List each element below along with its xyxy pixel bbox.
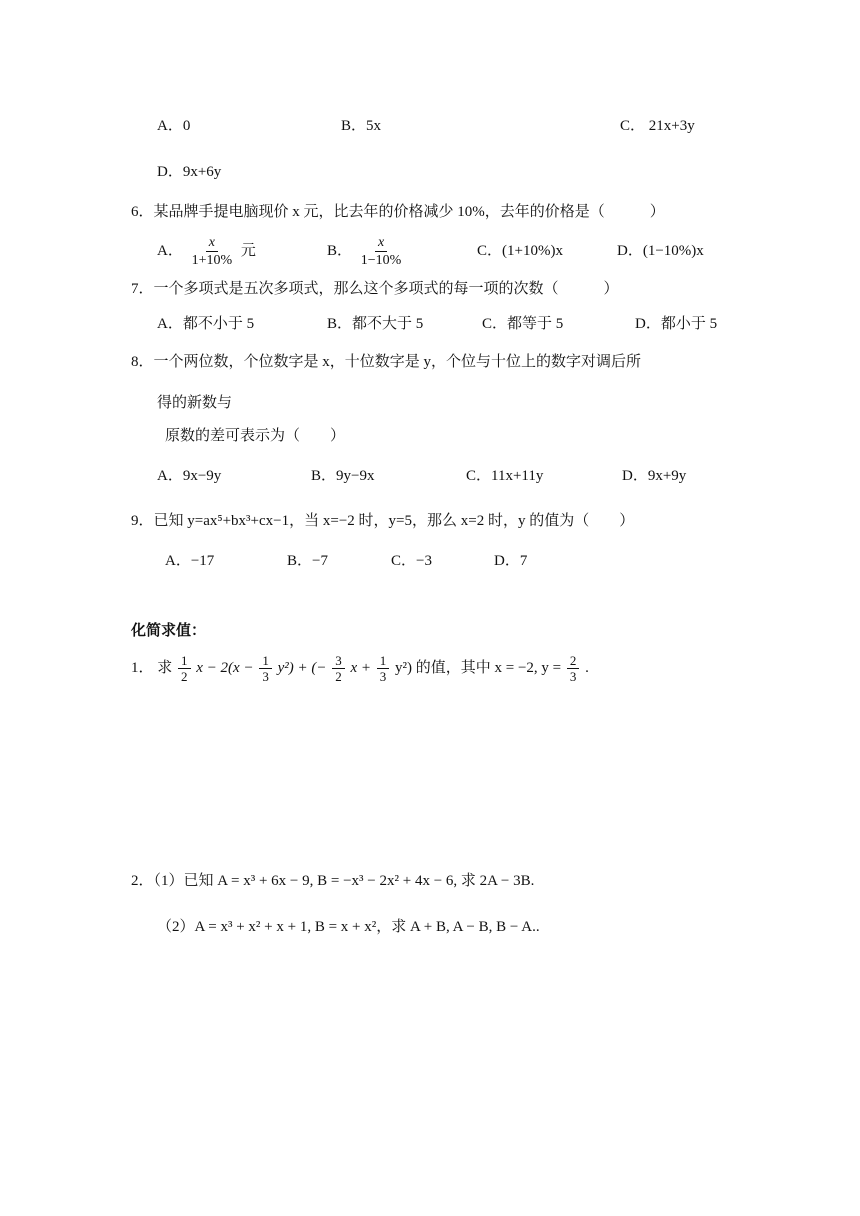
fraction-denominator: 3 — [569, 669, 577, 685]
expression-end: . — [585, 660, 589, 676]
expression-part: x + — [350, 660, 372, 676]
fraction-denominator: 1+10% — [191, 253, 233, 269]
q6-option-d: D．(1−10%)x — [617, 243, 704, 259]
q9-option-a: A．−17 — [165, 553, 215, 569]
fraction — [259, 653, 272, 684]
q6-option-a-fraction — [189, 234, 236, 269]
problem-number: 1． — [131, 660, 154, 676]
fraction — [332, 653, 345, 684]
simplify-problem-2-part-1: 2．（1）已知 A = x³ + 6x − 9, B = −x³ − 2x² + 4x − 6, 求 2A − 3B. — [131, 873, 535, 889]
fraction — [567, 653, 580, 684]
fraction-denominator: 3 — [262, 669, 269, 685]
q8-option-d: D．9x+9y — [622, 468, 687, 484]
fraction-numerator: 1 — [178, 653, 191, 669]
q6-stem: 6．某品牌手提电脑现价 x 元，比去年的价格减少 10%，去年的价格是（ ） — [131, 204, 665, 220]
q7-option-a: A．都不小于 5 — [157, 316, 255, 332]
simplify-problem-1 — [131, 648, 589, 688]
q5-option-c: C． 21x+3y — [620, 118, 695, 134]
q6-option-b-label: B． — [327, 243, 353, 259]
expression-part: y²) 的值，其中 x = −2, y = — [395, 660, 562, 676]
fraction-denominator: 2 — [335, 669, 342, 685]
q7-option-b: B．都不大于 5 — [327, 316, 424, 332]
fraction-denominator: 3 — [379, 669, 387, 685]
q8-option-b: B．9y−9x — [311, 468, 375, 484]
q9-option-b: B．−7 — [287, 553, 328, 569]
q8-stem-line3: 原数的差可表示为（ ） — [165, 428, 346, 444]
q7-stem: 7．一个多项式是五次多项式，那么这个多项式的每一项的次数（ ） — [131, 281, 619, 297]
q8-option-c: C．11x+11y — [466, 468, 544, 484]
q6-option-b — [327, 232, 406, 270]
q6-option-b-fraction — [358, 234, 405, 269]
expression-part: x − 2(x − — [196, 660, 254, 676]
q6-option-a-unit: 元 — [240, 243, 256, 259]
fraction — [377, 653, 390, 684]
fraction-denominator: 1−10% — [360, 253, 402, 269]
q6-option-a — [157, 232, 256, 270]
q6-option-a-label: A． — [157, 243, 183, 259]
q5-option-d: D．9x+6y — [157, 164, 222, 180]
fraction-numerator: x — [206, 234, 218, 252]
q8-option-a: A．9x−9y — [157, 468, 222, 484]
problem-text: 求 — [157, 660, 173, 676]
q9-option-d: D．7 — [494, 553, 528, 569]
fraction-numerator: 1 — [259, 653, 272, 669]
q7-option-c: C．都等于 5 — [482, 316, 564, 332]
fraction-numerator: 1 — [377, 653, 390, 669]
q8-stem-line2: 得的新数与 — [157, 395, 233, 411]
fraction-denominator: 2 — [181, 669, 188, 685]
q5-option-a: A．0 — [157, 118, 191, 134]
q6-option-c: C．(1+10%)x — [477, 243, 563, 259]
q7-option-d: D．都小于 5 — [635, 316, 718, 332]
section-heading: 化简求值： — [131, 621, 207, 639]
fraction-numerator: x — [375, 234, 387, 252]
expression-part: y²) + (− — [277, 660, 327, 676]
fraction — [178, 653, 191, 684]
q9-stem: 9．已知 y=ax⁵+bx³+cx−1，当 x=−2 时，y=5，那么 x=2 时，y 的值为（ ） — [131, 513, 635, 529]
fraction-numerator: 3 — [332, 653, 345, 669]
q5-option-b: B．5x — [341, 118, 382, 134]
q8-stem-line1: 8．一个两位数，个位数字是 x，十位数字是 y，个位与十位上的数字对调后所 — [131, 354, 642, 370]
q9-option-c: C．−3 — [391, 553, 432, 569]
fraction-numerator: 2 — [567, 653, 580, 669]
simplify-problem-2-part-2: （2）A = x³ + x² + x + 1, B = x + x²，求 A + B, A − B, B − A.. — [157, 919, 540, 935]
